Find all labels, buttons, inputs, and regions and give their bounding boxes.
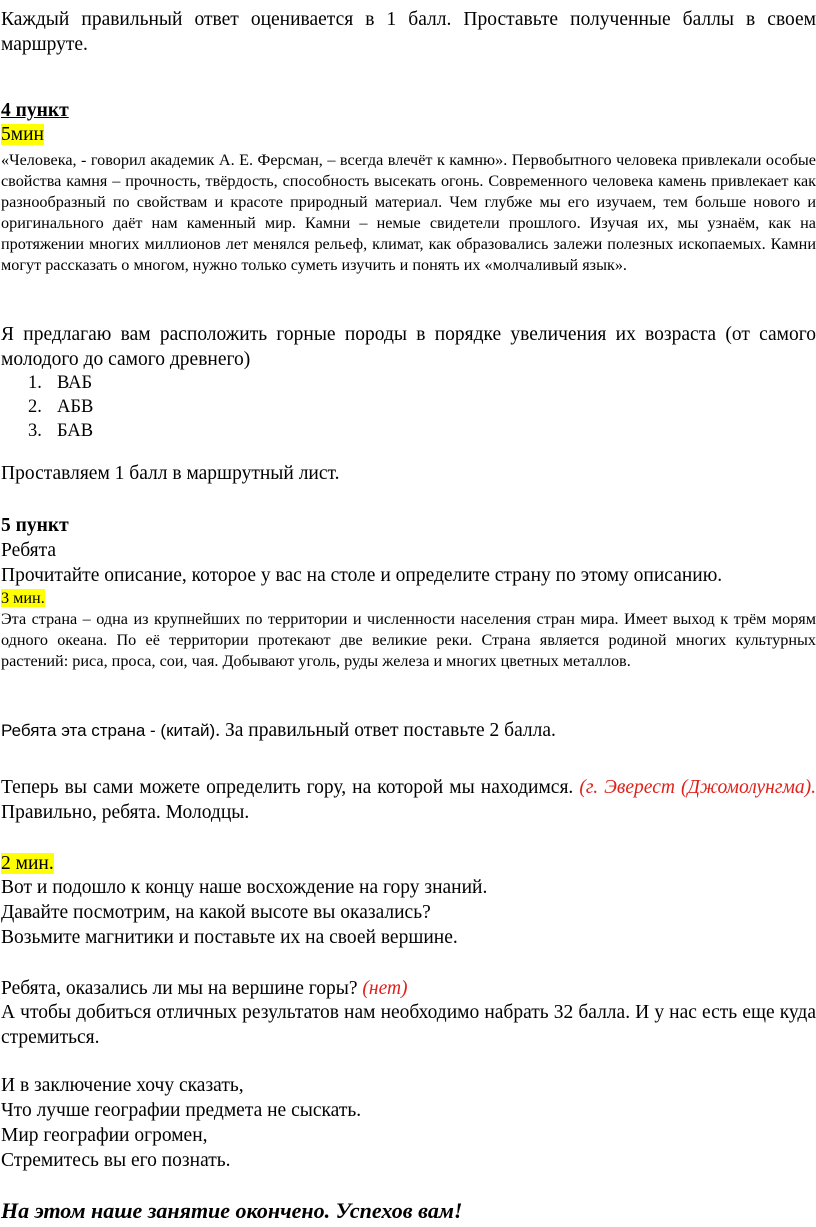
option-item xyxy=(28,371,93,395)
closing-line: Возьмите магнитики и поставьте их на своей вершине. xyxy=(1,927,458,948)
option-number: 3. xyxy=(28,421,42,441)
question-text: Ребята, оказались ли мы на вершине горы? xyxy=(1,978,358,999)
section-5-mountain xyxy=(1,775,816,825)
section-5-time-row xyxy=(1,588,816,609)
option-item xyxy=(28,395,94,419)
option-label: АБВ xyxy=(57,397,94,417)
section-5-answer-sans: Ребята эта страна - (китай) xyxy=(1,721,216,740)
poem-line: И в заключение хочу сказать, xyxy=(1,1075,244,1096)
mountain-text: Теперь вы сами можете определить гору, на которой мы находимся. xyxy=(1,777,574,798)
mountain-answer: (г. Эверест (Джомолунгма). xyxy=(579,777,816,798)
section-5-answer-rest: . За правильный ответ поставьте 2 балла. xyxy=(215,720,556,741)
section-4-paragraph: «Человека, - говорил академик А. Е. Ферсман, – всегда влечёт к камню». Первобытного человека привлекали особые свойства камня – прочность, твёрдость, способность высекать огонь. Современного человека камень привлекает как разнообразный по свойствам и красоте природный материал. Чем глубже мы его изучаем, тем больше нового и оригинального даёт нам каменный мир. Камни – немые свидетели прошлого. Изучая их, мы узнаём, как на протяжении многих миллионов лет менялся рельеф, климат, как образовались залежи полезных ископаемых. Камни могут рассказать о многом, нужно только суметь изучить и понять их «молчаливый язык». xyxy=(1,151,816,274)
section-4-time-badge: 5мин xyxy=(1,124,44,145)
closing-score-text: А чтобы добиться отличных результатов нам необходимо набрать 32 балла. И у нас есть еще куда стремиться. xyxy=(1,1002,816,1048)
poem-line: Что лучше географии предмета не сыскать. xyxy=(1,1100,362,1121)
option-item xyxy=(28,419,94,443)
final-message: На этом наше занятие окончено. Успехов вам! xyxy=(1,1198,463,1223)
section-5-instruction: Прочитайте описание, которое у вас на столе и определите страну по этому описанию. xyxy=(1,565,723,586)
mountain-praise: Правильно, ребята. Молодцы. xyxy=(1,802,250,823)
poem-line: Мир географии огромен, xyxy=(1,1125,208,1146)
section-5-time-badge: 3 мин. xyxy=(1,589,45,607)
closing-line: Вот и подошло к концу наше восхождение на гору знаний. xyxy=(1,877,488,898)
option-number: 2. xyxy=(28,397,42,417)
section-5-description: Эта страна – одна из крупнейших по территории и численности населения стран мира. Имеет выход к трём морям одного океана. По её территории протекают две великие реки. Страна является родиной многих культурных растений: риса, проса, сои, чая. Добывают уголь, руды железа и многих цветных металлов. xyxy=(1,610,816,670)
closing-question xyxy=(1,976,816,1001)
closing-time-row xyxy=(1,851,816,876)
poem-line: Стремитесь вы его познать. xyxy=(1,1150,231,1171)
closing-time-badge: 2 мин. xyxy=(1,853,54,874)
section-4-score-note: Проставляем 1 балл в маршрутный лист. xyxy=(1,463,340,484)
intro-text: Каждый правильный ответ оценивается в 1 балл. Проставьте полученные баллы в своем маршруте. xyxy=(1,9,816,55)
options-list xyxy=(1,371,93,443)
section-5-address: Ребята xyxy=(1,540,57,561)
section-5-title: 5 пункт xyxy=(1,515,69,536)
option-label: ВАБ xyxy=(57,373,93,393)
section-5-heading xyxy=(1,513,816,538)
question-answer: (нет) xyxy=(362,978,408,999)
option-label: БАВ xyxy=(57,421,94,441)
option-number: 1. xyxy=(28,373,42,393)
section-4-task: Я предлагаю вам расположить горные породы в порядке увеличения их возраста (от самого молодого до самого древнего) xyxy=(1,324,816,370)
section-5-answer xyxy=(1,718,816,743)
section-4-title: 4 пункт xyxy=(1,100,69,121)
closing-line: Давайте посмотрим, на какой высоте вы оказались? xyxy=(1,902,431,923)
section-4-time-row xyxy=(1,122,816,147)
section-4-heading xyxy=(1,98,816,123)
